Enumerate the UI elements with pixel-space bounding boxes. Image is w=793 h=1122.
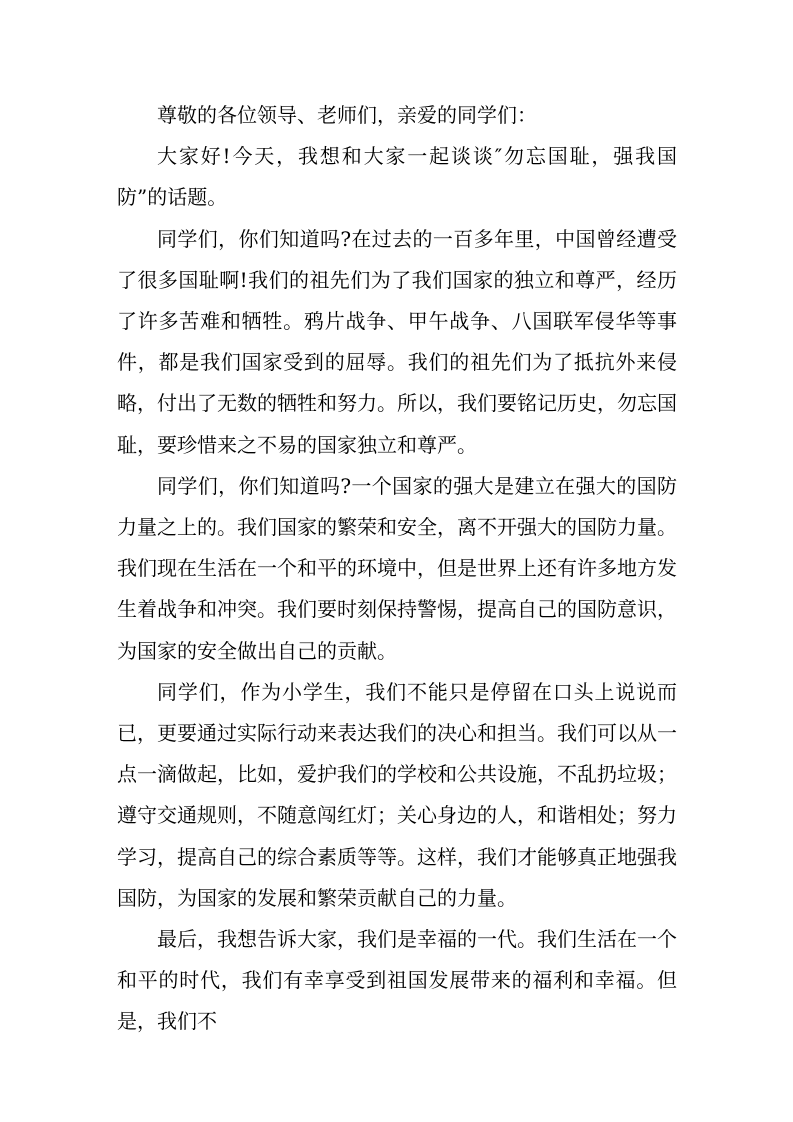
history-paragraph: 同学们，你们知道吗?在过去的一百多年里，中国曾经遭受了很多国耻啊!我们的祖先们为了我们国家的独立和尊严，经历了许多苦难和牺牲。鸦片战争、甲午战争、八国联军侵华等事件，都是我们国家受到的屈辱。我们的祖先们为了抵抗外来侵略，付出了无数的牺牲和努力。所以，我们要铭记历史，勿忘国耻，要珍惜来之不易的国家独立和尊严。 (117, 226, 677, 457)
closing-paragraph: 最后，我想告诉大家，我们是幸福的一代。我们生活在一个和平的时代，我们有幸享受到祖国发展带来的福利和幸福。但是，我们不 (117, 927, 677, 1034)
document-page (117, 95, 677, 1043)
national-defense-paragraph: 同学们，你们知道吗?一个国家的强大是建立在强大的国防力量之上的。我们国家的繁荣和安全，离不开强大的国防力量。我们现在生活在一个和平的环境中，但是世界上还有许多地方发生着战争和冲突。我们要时刻保持警惕，提高自己的国防意识，为国家的安全做出自己的贡献。 (117, 473, 677, 663)
opening-paragraph: 大家好!今天，我想和大家一起谈谈″勿忘国耻，强我国防”的话题。 (117, 144, 677, 210)
greeting-paragraph: 尊敬的各位领导、老师们，亲爱的同学们： (157, 103, 537, 127)
action-paragraph: 同学们，作为小学生，我们不能只是停留在口头上说说而已，更要通过实际行动来表达我们的决心和担当。我们可以从一点一滴做起，比如，爱护我们的学校和公共设施，不乱扔垃圾；遵守交通规则，不随意闯红灯；关心身边的人，和谐相处；努力学习，提高自己的综合素质等等。这样，我们才能够真正地强我国防，为国家的发展和繁荣贡献自己的力量。 (117, 679, 677, 910)
